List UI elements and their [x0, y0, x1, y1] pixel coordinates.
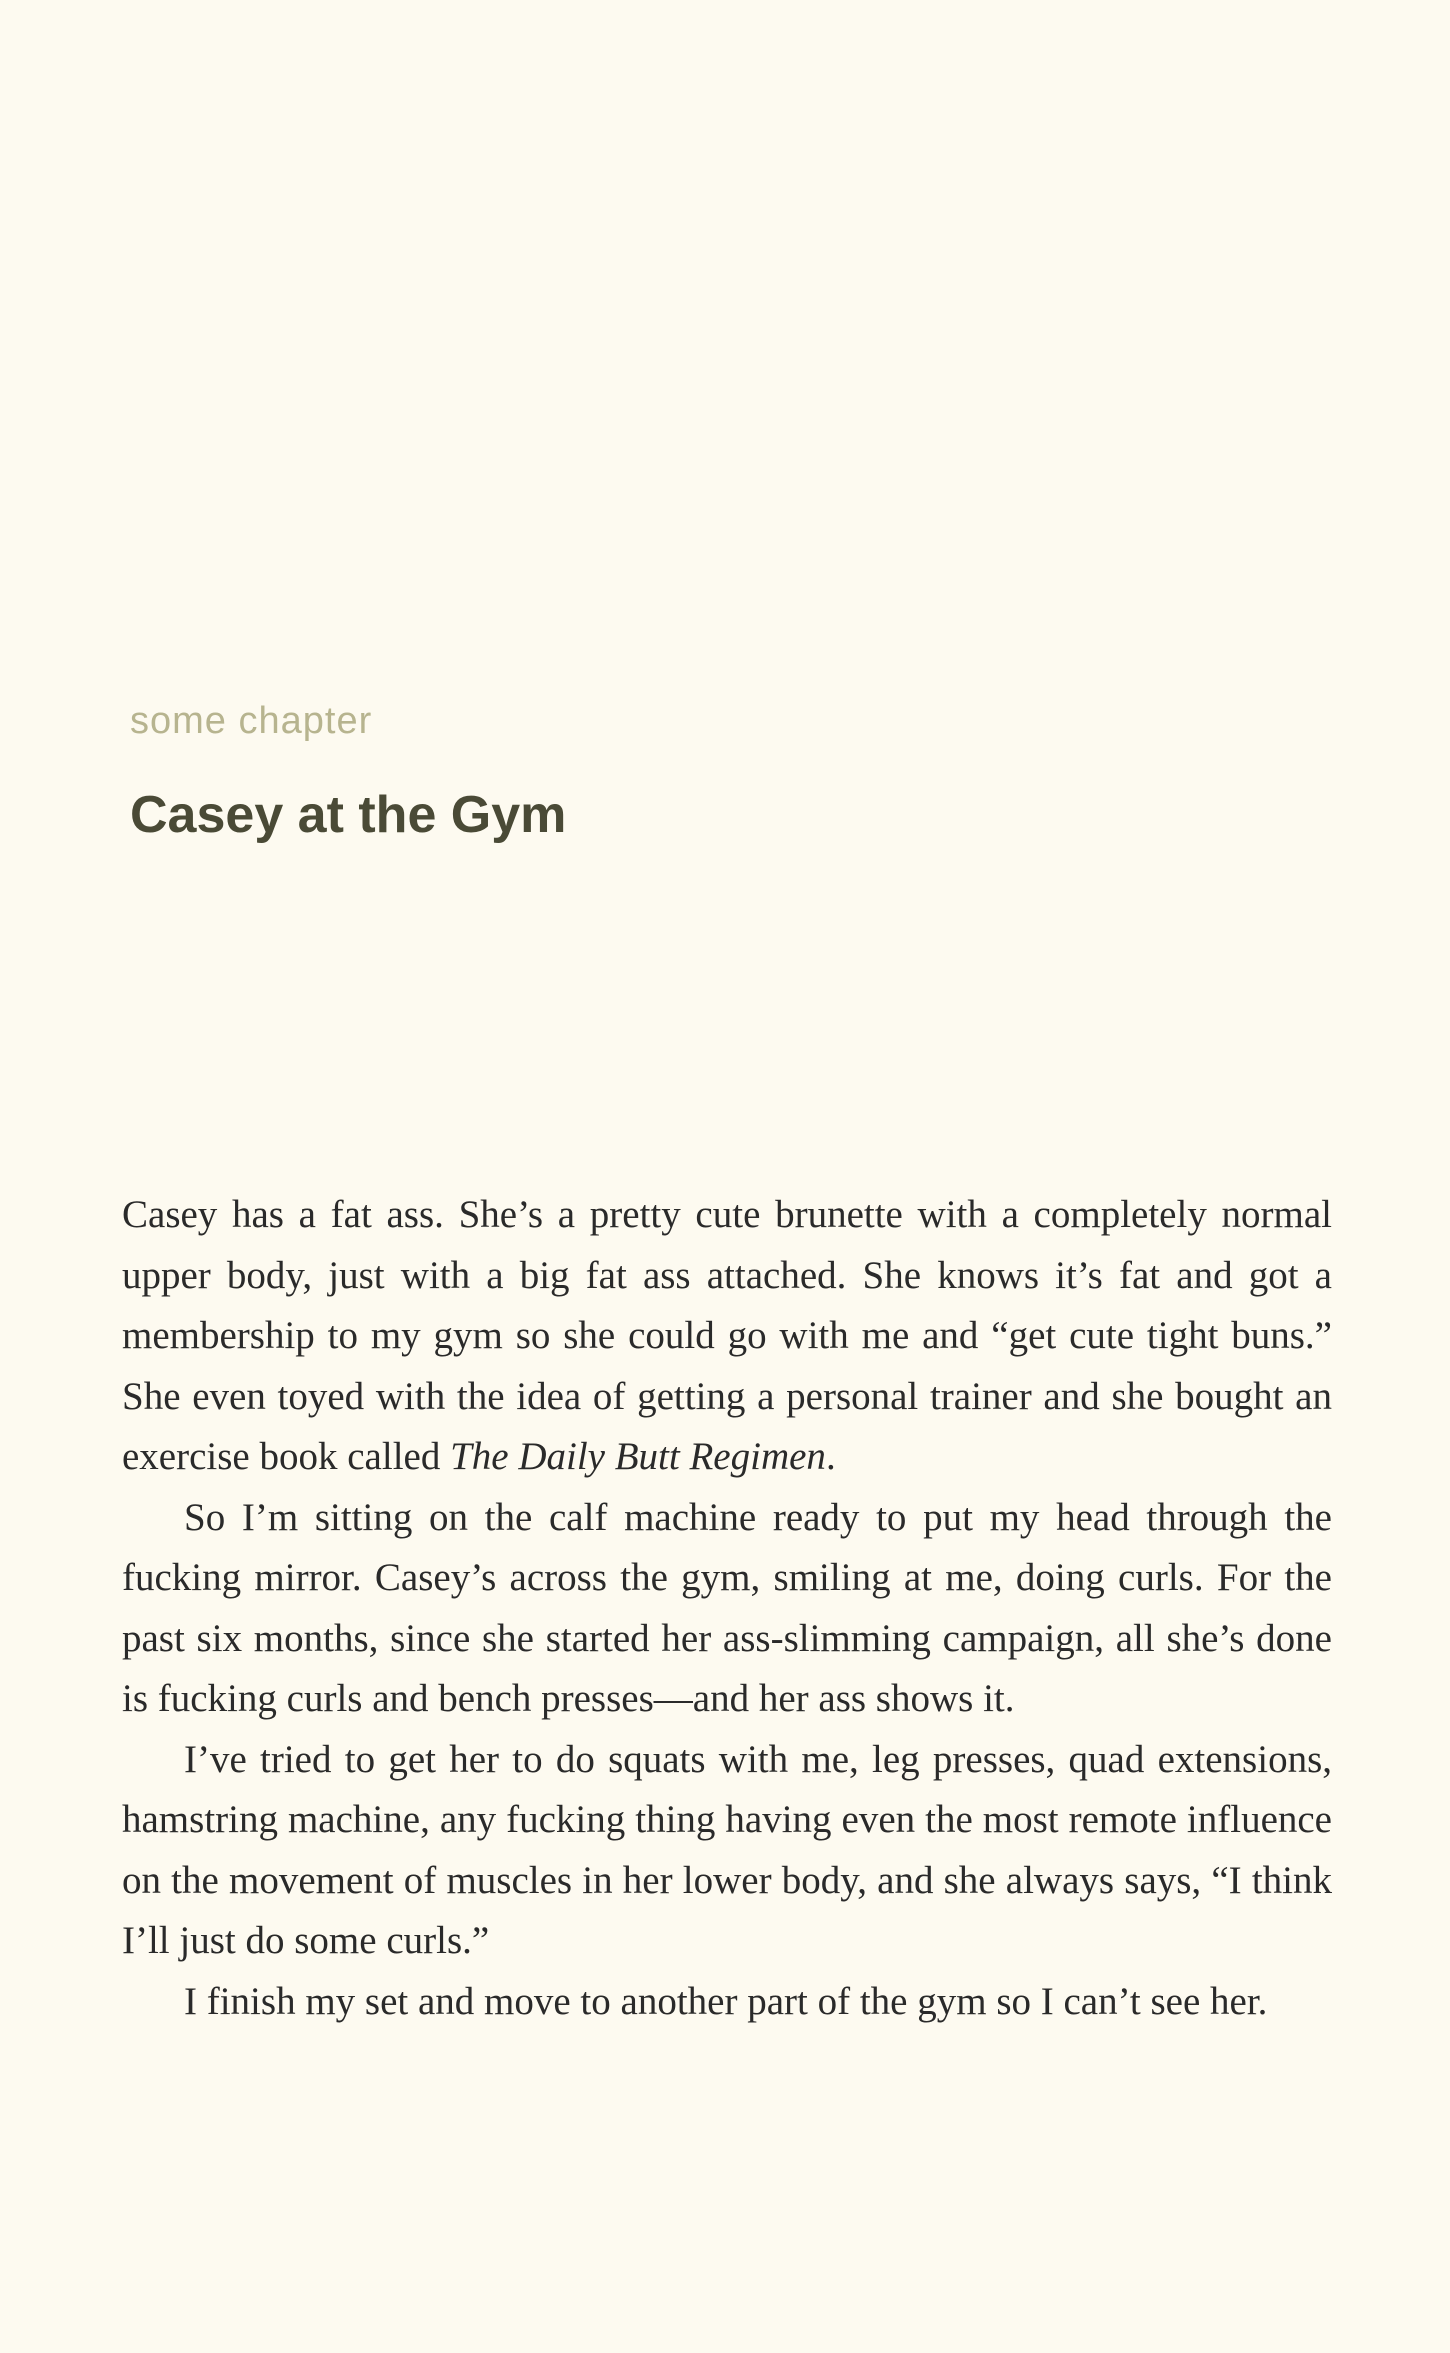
paragraph-3: I’ve tried to get her to do squats with me, leg presses, quad extensions, hamstring machine, any fucking thing having even the most remote influence on the movement of muscles in her lower body, and she always says, “I think I’ll just do some curls.” — [122, 1737, 1332, 1962]
paragraph-1-end: . — [825, 1435, 836, 1478]
paragraph-2: So I’m sitting on the calf machine ready to put my head through the fucking mirror. Casey’s across the gym, smiling at me, doing curls. For the past six months, since she started her ass-slimming campaign, all she’s done is fucking curls and bench presses—and her ass shows it. — [122, 1495, 1332, 1720]
paragraph-1 — [122, 1185, 1332, 1488]
chapter-label: some chapter — [130, 700, 373, 742]
paragraph-4: I finish my set and move to another part of the gym so I can’t see her. — [184, 1979, 1268, 2023]
chapter-title: Casey at the Gym — [130, 786, 567, 844]
body-text — [122, 1185, 1332, 2032]
paragraph-1-text: Casey has a fat ass. She’s a pretty cute brunette with a completely normal upper body, just with a big fat ass attached. She knows it’s fat and got a membership to my gym so she could go with me and “get cute tight buns.” She even toyed with the idea of getting a personal trainer and she bought an exercise book called — [122, 1193, 1332, 1478]
book-title-italic: The Daily Butt Regimen — [450, 1435, 826, 1478]
